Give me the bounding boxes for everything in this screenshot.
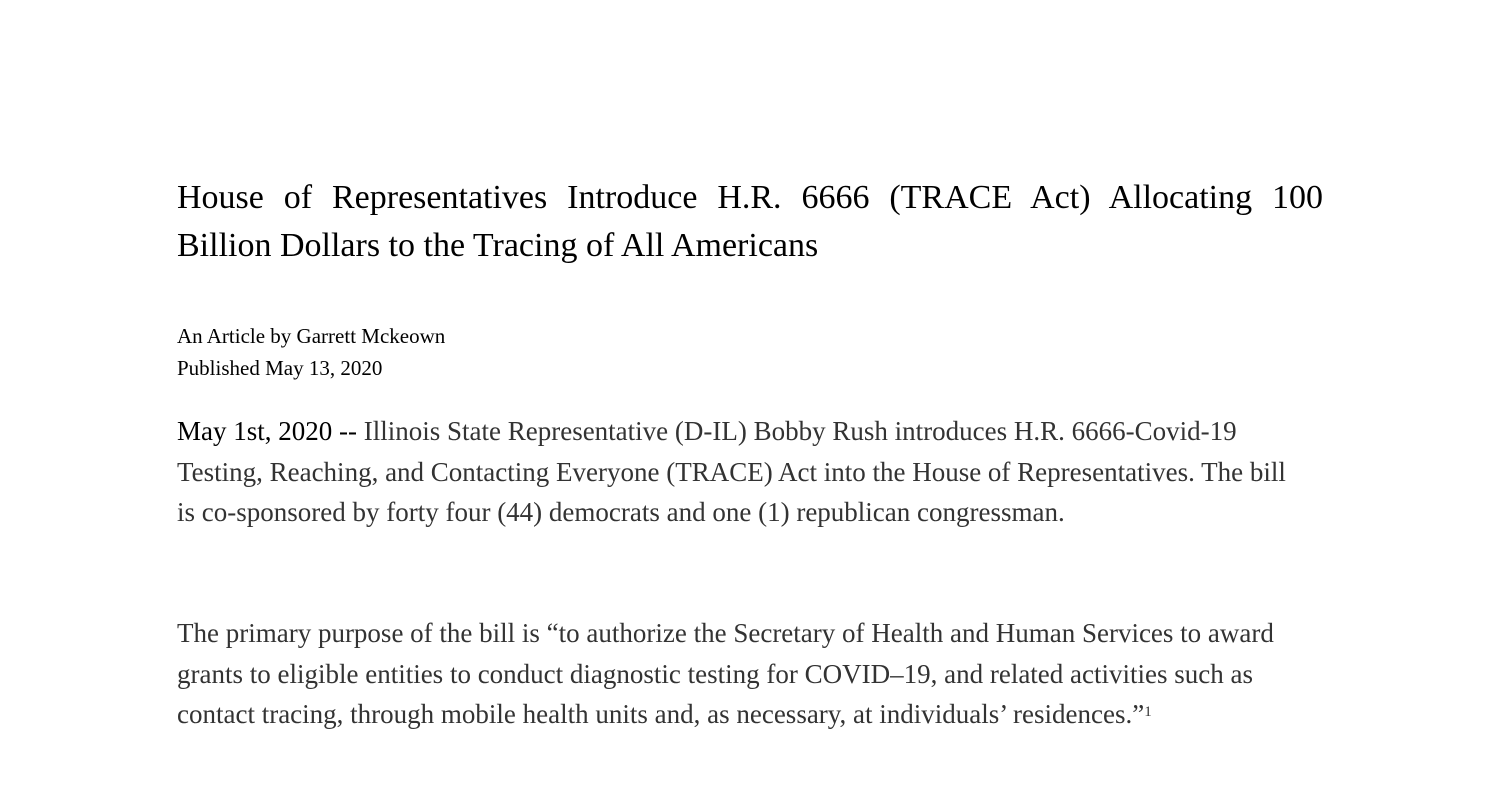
paragraph-intro <box>177 411 1297 533</box>
footnote-reference[interactable]: 1 <box>1144 704 1152 720</box>
paragraph-intro-text: Illinois State Representative (D-IL) Bobby Rush introduces H.R. 6666-Covid-19 Testing, Reaching, and Contacting Everyone (TRACE) Act into the House of Representatives. The bill is co-sponsored by forty four (44) democrats and one (1) republican congressman. <box>177 416 1286 527</box>
dateline: May 1st, 2020 -- <box>177 416 357 446</box>
author-line: An Article by Garrett Mckeown <box>177 324 446 348</box>
article-title: House of Representatives Introduce H.R. 6666 (TRACE Act) Allocating 100 Billion Dollars to the Tracing of All Americans <box>177 179 1323 264</box>
published-date: Published May 13, 2020 <box>177 356 383 380</box>
byline <box>177 320 445 384</box>
paragraph-purpose-text: The primary purpose of the bill is “to authorize the Secretary of Health and Human Services to award grants to eligible entities to conduct diagnostic testing for COVID–19, and related activities such as contact tracing, through mobile health units and, as necessary, at individuals’ residences.” <box>177 618 1274 729</box>
paragraph-purpose <box>177 613 1297 735</box>
